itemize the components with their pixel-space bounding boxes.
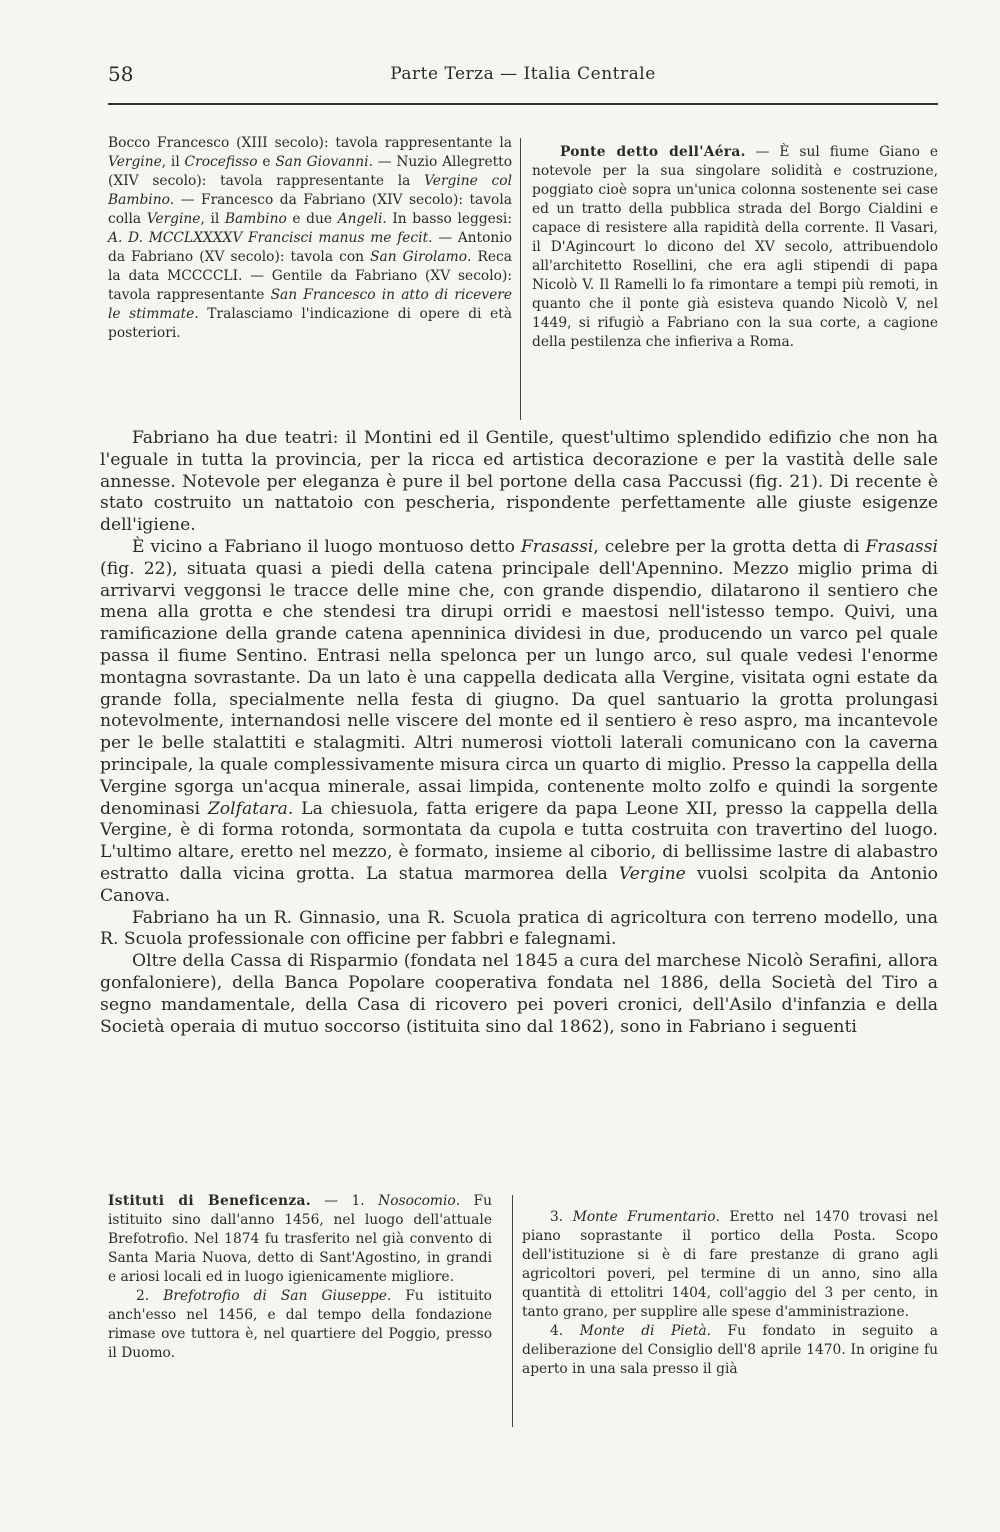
bottom-left-column	[108, 1192, 492, 1363]
ponte-heading: Ponte detto dell'Aéra.	[560, 144, 746, 160]
page-number: 58	[108, 62, 134, 86]
top-left-column	[108, 134, 512, 343]
frasassi-paragraph: È vicino a Fabriano il luogo montuoso detto Frasassi, celebre per la grotta detta di Frasassi (fig. 22), situata quasi a piedi della catena principale dell'Apennino. Mezzo miglio prima di arrivarvi veggonsi le tracce delle mine che, con grande dispendio, dilatarono il sentiero che mena alla grotta e che stendesi tra dirupi orridi e maestosi nell'istesso tempo. Quivi, una ramificazione della grande catena apenninica dividesi in due, producendo un varco pel quale passa il fiume Sentino. Entrasi nella spelonca per un lungo arco, sul quale vedesi l'enorme montagna sovrastante. Da un lato è una cappella dedicata alla Vergine, visitata ogni estate da grande folla, specialmente nella festa di giugno. Da quel santuario la grotta prolungasi notevolmente, internandosi nelle viscere del monte ed il sentiero è reso aspro, ma incantevole per le belle stalattiti e stalagmiti. Altri numerosi viottoli laterali comunicano con la caverna principale, la quale complessivamente misura circa un quarto di miglio. Presso la cappella della Vergine sgorga un'acqua minerale, assai limpida, contenente molto zolfo e quindi la sorgente denominasi Zolfatara. La chiesuola, fatta erigere da papa Leone XII, presso la cappella della Vergine, è di forma rotonda, sormontata da cupola e tutta costruita con travertino del luogo. L'ultimo altare, eretto nel mezzo, è formato, insieme al ciborio, di bellissime lastre di alabastro estratto dalla vicina grotta. La statua marmorea della Vergine vuolsi scolpita da Antonio Canova.	[100, 536, 939, 906]
page-header	[108, 62, 938, 92]
column-divider-bottom	[512, 1195, 513, 1427]
main-text	[100, 428, 938, 1038]
nosocomio-paragraph: Istituti di Beneficenza. — 1. Nosocomio. Fu istituito sino dall'anno 1456, nel luogo dell'attuale Brefotrofio. Nel 1874 fu trasferito nel già convento di Santa Maria Nuova, detto di Sant'Agostino, in grandi e ariosi locali ed in luogo igienicamente migliore.	[108, 1193, 493, 1285]
istituzioni-paragraph: Oltre della Cassa di Risparmio (fondata nel 1845 a cura del marchese Nicolò Serafini, allora gonfaloniere), della Banca Popolare cooperativa fondata nel 1886, della Società del Tiro a segno mandamentale, della Casa di ricovero pei poveri cronici, dell'Asilo d'infanzia e della Società operaia di mutuo soccorso (istituita sino dal 1862), sono in Fabriano i seguenti	[100, 951, 938, 1037]
monte-frumentario-paragraph: 3. Monte Frumentario. Eretto nel 1470 trovasi nel piano soprastante il portico della Posta. Scopo dell'istituzione si è di fare prestanze di grano agli agricoltori poveri, pel termine di un anno, sino alla quantità di ettolitri 1404, coll'aggio del 3 per cento, in tanto grano, per supplire alle spese d'amministrazione.	[522, 1209, 938, 1320]
top-right-column	[532, 143, 938, 352]
brefotrofio-paragraph: 2. Brefotrofio di San Giuseppe. Fu istituito anch'esso nel 1456, e dal tempo della fondazione rimase ove tuttora è, nel quartiere del Poggio, presso il Duomo.	[108, 1288, 492, 1361]
running-title: Parte Terza — Italia Centrale	[390, 64, 656, 84]
monte-pieta-paragraph: 4. Monte di Pietà. Fu fondato in seguito a deliberazione del Consiglio dell'8 aprile 1470. In origine fu aperto in una sala presso il già	[522, 1323, 938, 1377]
header-rule	[108, 103, 938, 105]
teatri-paragraph: Fabriano ha due teatri: il Montini ed il Gentile, quest'ultimo splendido edifizio che non ha l'eguale in tutta la provincia, per la ricca ed artistica decorazione e per la vastità delle sale annesse. Notevole per eleganza è pure il bel portone della casa Paccussi (fig. 21). Di recente è stato costruito un nattatoio con pescheria, rispondente perfettamente alle giuste esigenze dell'igiene.	[100, 428, 938, 536]
beneficenza-heading: Istituti di Beneficenza.	[108, 1193, 311, 1209]
ginnasio-paragraph: Fabriano ha un R. Ginnasio, una R. Scuola pratica di agricoltura con terreno modello, una R. Scuola professionale con officine per fabbri e falegnami.	[100, 907, 938, 950]
bottom-right-column	[522, 1208, 938, 1379]
ponte-paragraph: Ponte detto dell'Aéra. — È sul fiume Giano e notevole per la sua singolare solidità e costruzione, poggiato cioè sopra un'unica colonna sostenente sei case ed un tratto della pubblica strada del Borgo Cialdini e capace di resistere alla rapidità della corrente. Il Vasari, il D'Agincourt lo dicono del XV secolo, attribuendolo all'architetto Rosellini, che era agli stipendi di papa Nicolò V. Il Ramelli lo fa rimontare a tempi più remoti, in quanto che il ponte già esisteva quando Nicolò V, nel 1449, si rifugiò a Fabriano con la sua corte, a cagione della pestilenza che infieriva a Roma.	[532, 144, 938, 350]
artworks-paragraph: Bocco Francesco (XIII secolo): tavola rappresentante la Vergine, il Crocefisso e San Giovanni. — Nuzio Allegretto (XIV secolo): tavola rappresentante la Vergine col Bambino. — Francesco da Fabriano (XIV secolo): tavola colla Vergine, il Bambino e due Angeli. In basso leggesi: A. D. MCCLXXXXV Francisci manus me fecit. — Antonio da Fabriano (XV secolo): tavola con San Girolamo. Reca la data MCCCCLI. — Gentile da Fabriano (XV secolo): tavola rappresentante San Francesco in atto di ricevere le stimmate. Tralasciamo l'indicazione di opere di età posteriori.	[108, 135, 513, 341]
column-divider-top	[520, 138, 521, 420]
